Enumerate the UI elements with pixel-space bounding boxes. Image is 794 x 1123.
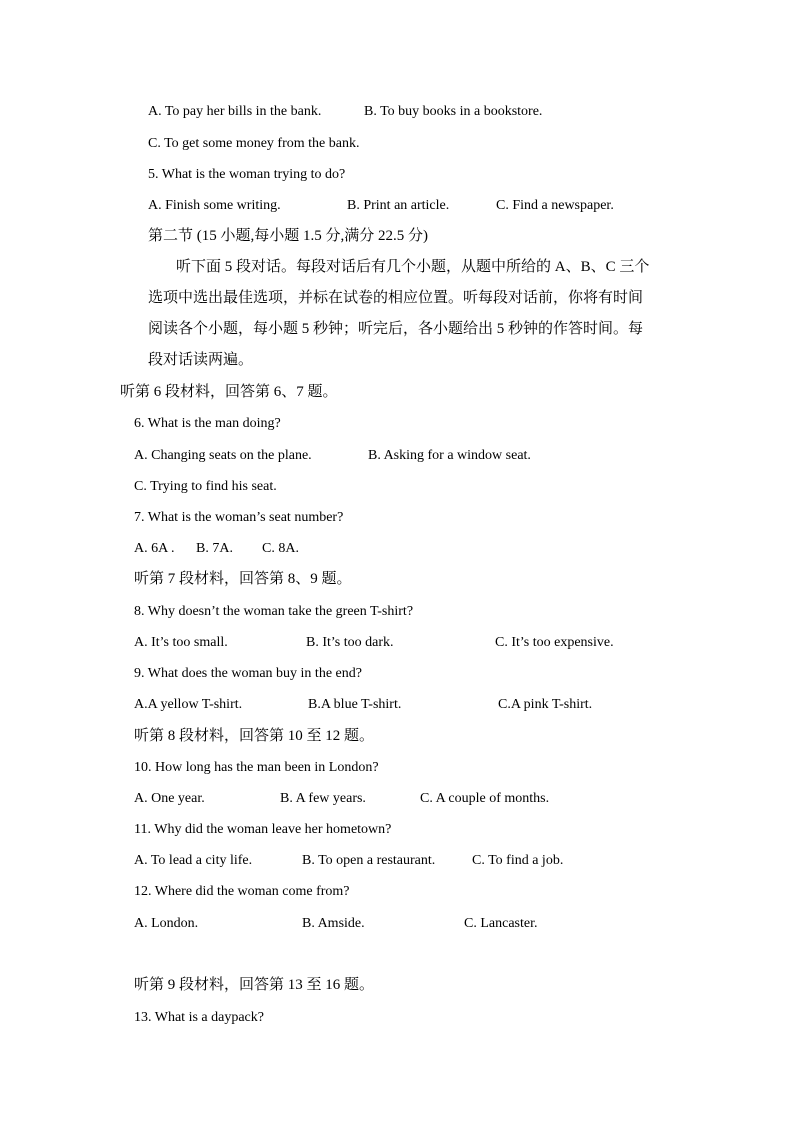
q6-option-a: A. Changing seats on the plane. [134, 448, 312, 463]
section2-instructions-line-4: 段对话读两遍。 [148, 352, 254, 368]
q10-option-b: B. A few years. [280, 791, 366, 806]
q5-option-c: C. Find a newspaper. [496, 198, 614, 213]
section2-instructions-line-2: 选项中选出最佳选项，并标在试卷的相应位置。听每段对话前，你将有时间 [148, 290, 644, 306]
q8-option-a: A. It’s too small. [134, 635, 228, 650]
q11-option-c: C. To find a job. [472, 853, 564, 868]
q11-option-b: B. To open a restaurant. [302, 853, 436, 868]
passage9-heading: 听第 9 段材料，回答第 13 至 16 题。 [134, 977, 375, 993]
q8-option-b: B. It’s too dark. [306, 635, 394, 650]
q9-option-b: B.A blue T-shirt. [308, 697, 402, 712]
section2-instructions-line-3: 阅读各个小题，每小题 5 秒钟；听完后，各小题给出 5 秒钟的作答时间。每 [148, 321, 644, 337]
q11-option-a: A. To lead a city life. [134, 853, 253, 868]
passage8-heading: 听第 8 段材料，回答第 10 至 12 题。 [134, 728, 375, 744]
q12-question: 12. Where did the woman come from? [134, 884, 350, 899]
q9-option-a: A.A yellow T-shirt. [134, 697, 243, 712]
q5-option-b: B. Print an article. [347, 198, 450, 213]
q8-option-c: C. It’s too expensive. [495, 635, 614, 650]
passage7-heading: 听第 7 段材料，回答第 8、9 题。 [134, 571, 352, 587]
q7-option-c: C. 8A. [262, 541, 299, 556]
section2-instructions-line-1: 听下面 5 段对话。每段对话后有几个小题，从题中所给的 A、B、C 三个 [176, 259, 650, 275]
q5-question: 5. What is the woman trying to do? [148, 167, 346, 182]
q11-question: 11. Why did the woman leave her hometown? [134, 822, 392, 837]
q4-option-a: A. To pay her bills in the bank. [148, 104, 322, 119]
q4-option-b: B. To buy books in a bookstore. [364, 104, 543, 119]
q13-question: 13. What is a daypack? [134, 1010, 264, 1025]
q10-option-a: A. One year. [134, 791, 205, 806]
q9-question: 9. What does the woman buy in the end? [134, 666, 362, 681]
q7-question: 7. What is the woman’s seat number? [134, 510, 344, 525]
q10-option-c: C. A couple of months. [420, 791, 550, 806]
section2-heading: 第二节 (15 小题,每小题 1.5 分,满分 22.5 分) [148, 228, 428, 244]
q7-option-b: B. 7A. [196, 541, 233, 556]
q5-option-a: A. Finish some writing. [148, 198, 281, 213]
q7-option-a: A. 6A . [134, 541, 175, 556]
q6-option-c: C. Trying to find his seat. [134, 479, 277, 494]
q8-question: 8. Why doesn’t the woman take the green T-shirt? [134, 604, 414, 619]
q12-option-b: B. Amside. [302, 916, 365, 931]
q9-option-c: C.A pink T-shirt. [498, 697, 593, 712]
q6-option-b: B. Asking for a window seat. [368, 448, 531, 463]
q12-option-c: C. Lancaster. [464, 916, 538, 931]
q12-option-a: A. London. [134, 916, 199, 931]
passage6-heading: 听第 6 段材料，回答第 6、7 题。 [120, 384, 338, 400]
q10-question: 10. How long has the man been in London? [134, 760, 379, 775]
q4-option-c: C. To get some money from the bank. [148, 136, 360, 151]
q6-question: 6. What is the man doing? [134, 416, 281, 431]
